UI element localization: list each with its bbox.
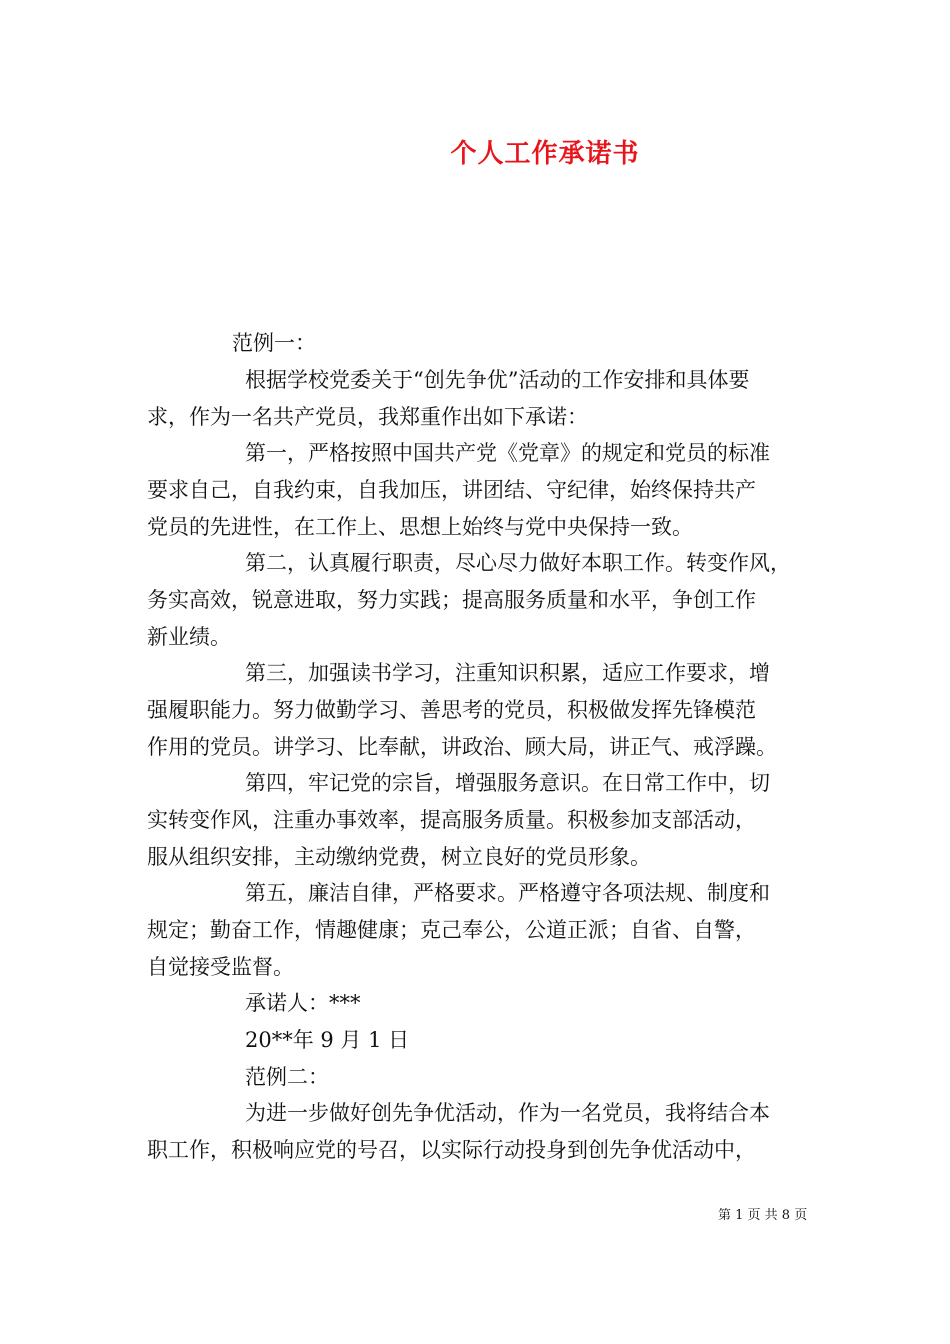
text-line: 服从组织安排，主动缴纳党费，树立良好的党员形象。 xyxy=(147,845,651,869)
text-line: 第二，认真履行职责，尽心尽力做好本职工作。转变作风， xyxy=(245,551,791,575)
document-title: 个人工作承诺书 xyxy=(450,139,640,169)
date-line: 20**年 9 月 1 日 xyxy=(245,1028,410,1052)
text-line: 自觉接受监督。 xyxy=(147,955,294,979)
text-line: 规定；勤奋工作，情趣健康；克己奉公，公道正派；自省、自警， xyxy=(147,918,756,942)
text-line: 第四，牢记党的宗旨，增强服务意识。在日常工作中，切 xyxy=(245,771,770,795)
text-line: 实转变作风，注重办事效率，提高服务质量。积极参加支部活动， xyxy=(147,808,756,832)
signer-line: 承诺人：*** xyxy=(245,991,361,1015)
text-line: 党员的先进性，在工作上、思想上始终与党中央保持一致。 xyxy=(147,515,693,539)
page-footer xyxy=(718,1204,807,1223)
text-line: 强履职能力。努力做勤学习、善思考的党员，积极做发挥先锋模范 xyxy=(147,698,756,722)
text-line: 为进一步做好创先争优活动，作为一名党员，我将结合本 xyxy=(245,1101,770,1125)
text-line: 范例一： xyxy=(232,331,316,355)
text-line: 新业绩。 xyxy=(147,625,231,649)
text-line: 作用的党员。讲学习、比奉献，讲政治、顾大局，讲正气、戒浮躁。 xyxy=(147,735,777,759)
text-line: 要求自己，自我约束，自我加压，讲团结、守纪律，始终保持共产 xyxy=(147,478,756,502)
page-number: 第 1 页 共 8 页 xyxy=(718,1208,808,1223)
text-line: 务实高效，锐意进取，努力实践；提高服务质量和水平，争创工作 xyxy=(147,588,756,612)
text-line: 范例二： xyxy=(245,1065,329,1089)
text-line: 求，作为一名共产党员，我郑重作出如下承诺： xyxy=(147,405,588,429)
text-line: 第三，加强读书学习，注重知识积累，适应工作要求，增 xyxy=(245,661,770,685)
text-line: 第五，廉洁自律，严格要求。严格遵守各项法规、制度和 xyxy=(245,881,770,905)
text-line: 第一，严格按照中国共产党《党章》的规定和党员的标准 xyxy=(245,441,770,465)
text-line: 职工作，积极响应党的号召，以实际行动投身到创先争优活动中， xyxy=(147,1138,756,1162)
text-line: 根据学校党委关于“创先争优”活动的工作安排和具体要 xyxy=(245,368,750,392)
